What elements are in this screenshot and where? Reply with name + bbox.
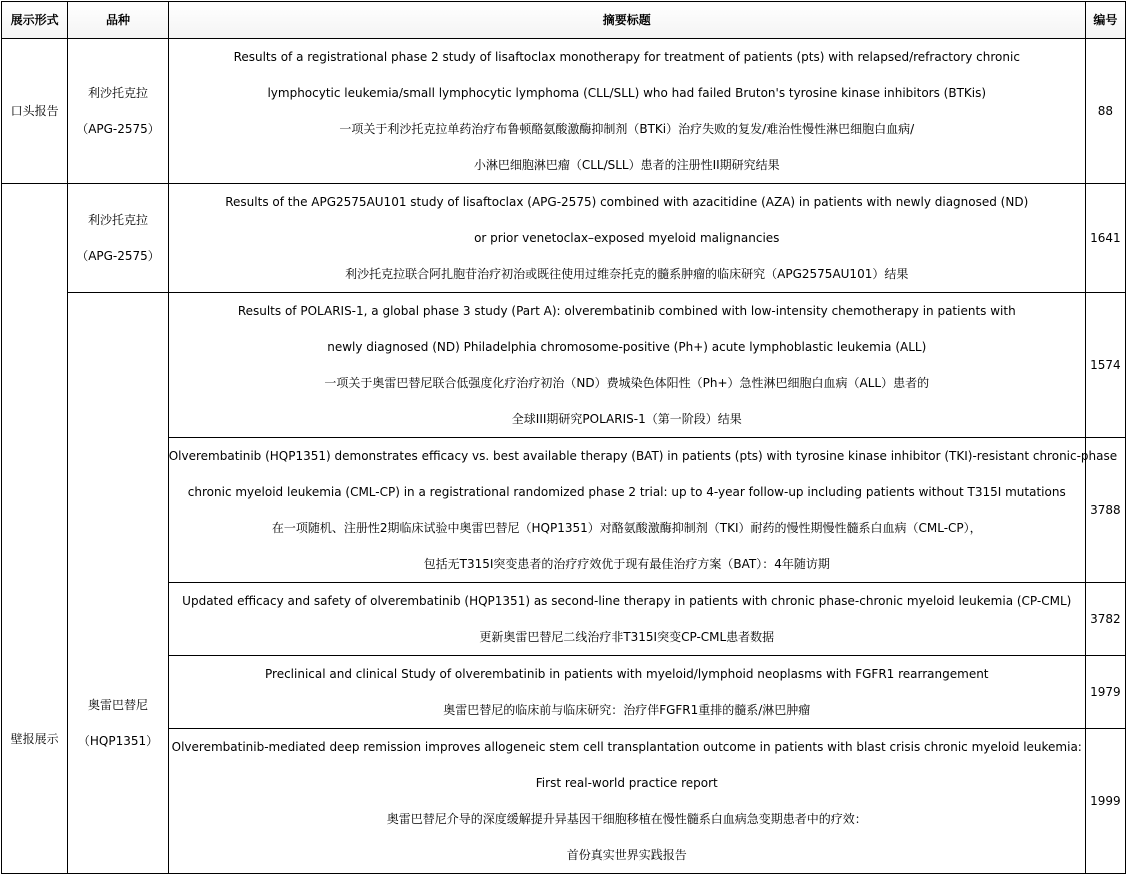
title-line: newly diagnosed (ND) Philadelphia chromosome-positive (Ph+) acute lymphoblastic leukemia (ALL) <box>327 340 927 354</box>
header-drug: 品种 <box>68 2 168 39</box>
number-cell: 3782 <box>1085 583 1125 656</box>
title-line: Preclinical and clinical Study of olverembatinib in patients with myeloid/lymphoid neoplasms with FGFR1 rearrangement <box>265 667 989 681</box>
title-line: 首份真实世界实践报告 <box>566 848 687 862</box>
drug-name: 利沙托克拉 <box>87 86 148 100</box>
header-title: 摘要标题 <box>168 2 1085 39</box>
header-format: 展示形式 <box>2 2 68 39</box>
title-line: 奥雷巴替尼的临床前与临床研究：治疗伴FGFR1重排的髓系/淋巴肿瘤 <box>443 703 811 717</box>
title-line: 一项关于利沙托克拉单药治疗布鲁顿酪氨酸激酶抑制剂（BTKi）治疗失败的复发/难治性慢性淋巴细胞白血病/ <box>339 122 915 136</box>
drug-code: （HQP1351） <box>77 734 159 748</box>
table-row <box>2 583 1126 656</box>
title-line: Results of POLARIS-1, a global phase 3 study (Part A): olverembatinib combined with low-intensity chemotherapy in patients with <box>237 304 1016 318</box>
header-row <box>2 2 1126 39</box>
title-line: Results of a registrational phase 2 study of lisaftoclax monotherapy for treatment of patients (pts) with relapsed/refractory chronic <box>233 50 1020 64</box>
title-line: 在一项随机、注册性2期临床试验中奥雷巴替尼（HQP1351）对酪氨酸激酶抑制剂（TKI）耐药的慢性期慢性髓系白血病（CML-CP）， <box>271 521 982 535</box>
title-line: 小淋巴细胞淋巴瘤（CLL/SLL）患者的注册性II期研究结果 <box>473 158 780 172</box>
title-line: First real-world practice report <box>535 776 718 790</box>
title-line: Olverembatinib-mediated deep remission improves allogeneic stem cell transplantation outcome in patients with blast crisis chronic myeloid leukemia: <box>171 740 1082 754</box>
number-cell: 88 <box>1085 39 1125 184</box>
number-cell: 1641 <box>1085 184 1125 293</box>
drug-cell <box>68 39 168 184</box>
title-line: Olverembatinib (HQP1351) demonstrates efficacy vs. best available therapy (BAT) in patients (pts) with tyrosine kinase inhibitor (TKI)-resistant chronic-phase <box>168 449 1118 463</box>
abstract-title-cell <box>168 729 1085 874</box>
title-line: 包括无T315I突变患者的治疗疗效优于现有最佳治疗方案（BAT）：4年随访期 <box>423 557 830 571</box>
number-cell: 1979 <box>1085 656 1125 729</box>
abstract-title-cell <box>168 39 1085 184</box>
title-line: Results of the APG2575AU101 study of lisaftoclax (APG-2575) combined with azacitidine (AZA) in patients with newly diagnosed (ND) <box>225 195 1029 209</box>
number-cell: 1999 <box>1085 729 1125 874</box>
number-cell: 1574 <box>1085 293 1125 438</box>
header-number: 编号 <box>1085 2 1125 39</box>
title-line: 一项关于奥雷巴替尼联合低强度化疗治疗初治（ND）费城染色体阳性（Ph+）急性淋巴细胞白血病（ALL）患者的 <box>324 376 930 390</box>
abstract-title-cell <box>168 583 1085 656</box>
drug-cell <box>68 293 168 874</box>
table-row <box>2 438 1126 583</box>
drug-name: 利沙托克拉 <box>87 213 148 227</box>
title-line: lymphocytic leukemia/small lymphocytic lymphoma (CLL/SLL) who had failed Bruton's tyrosine kinase inhibitors (BTKis) <box>267 86 987 100</box>
title-line: 奥雷巴替尼介导的深度缓解提升异基因干细胞移植在慢性髓系白血病急变期患者中的疗效： <box>386 812 867 826</box>
abstract-title-cell <box>168 656 1085 729</box>
drug-code: （APG-2575） <box>76 249 160 263</box>
drug-name: 奥雷巴替尼 <box>87 698 148 712</box>
number-cell: 3788 <box>1085 438 1125 583</box>
title-line: 利沙托克拉联合阿扎胞苷治疗初治或既往使用过维奈托克的髓系肿瘤的临床研究（APG2575AU101）结果 <box>345 267 909 281</box>
abstract-title-cell <box>168 184 1085 293</box>
title-line: chronic myeloid leukemia (CML-CP) in a registrational randomized phase 2 trial: up to 4-year follow-up including patients without T315I mutations <box>187 485 1066 499</box>
title-line: 全球III期研究POLARIS-1（第一阶段）结果 <box>511 412 742 426</box>
table-row <box>2 39 1126 184</box>
table-row <box>2 293 1126 438</box>
title-line: or prior venetoclax–exposed myeloid malignancies <box>474 231 780 245</box>
format-cell: 壁报展示 <box>2 184 68 874</box>
table-row <box>2 656 1126 729</box>
format-cell: 口头报告 <box>2 39 68 184</box>
drug-code: （APG-2575） <box>76 122 160 136</box>
abstract-title-cell <box>168 293 1085 438</box>
drug-cell <box>68 184 168 293</box>
abstract-table <box>1 1 1126 874</box>
table-row <box>2 729 1126 874</box>
title-line: 更新奥雷巴替尼二线治疗非T315I突变CP-CML患者数据 <box>479 630 775 644</box>
table-row <box>2 184 1126 293</box>
title-line: Updated efficacy and safety of olverembatinib (HQP1351) as second-line therapy in patients with chronic phase-chronic myeloid leukemia (CP-CML) <box>182 594 1072 608</box>
